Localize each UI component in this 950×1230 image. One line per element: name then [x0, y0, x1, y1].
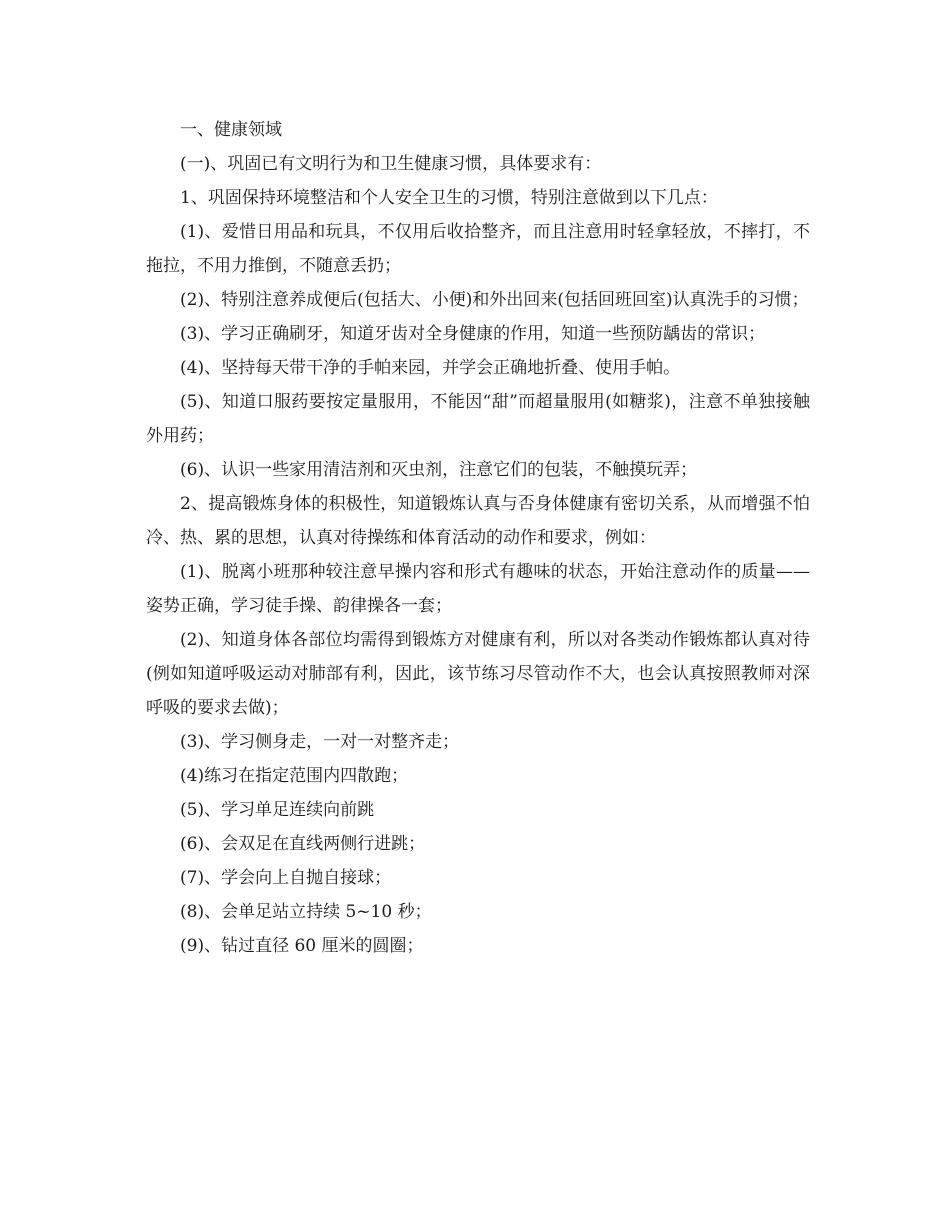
list-item: (5)、知道口服药要按定量服用，不能因“甜”而超量服用(如糖浆)，注意不单独接触外用药；	[146, 392, 810, 446]
list-item: (4)练习在指定范围内四散跑；	[180, 766, 409, 786]
list-item: (7)、学会向上自抛自接球；	[180, 868, 392, 888]
list-item: (4)、坚持每天带干净的手帕来园，并学会正确地折叠、使用手帕。	[180, 358, 681, 378]
list-item: (6)、会双足在直线两侧行进跳；	[180, 834, 426, 854]
list-item: (3)、学习侧身走，一对一对整齐走；	[180, 732, 460, 752]
list-item: (9)、钻过直径 60 厘米的圆圈；	[180, 936, 424, 956]
list-item: (1)、脱离小班那种较注意早操内容和形式有趣味的状态，开始注意动作的质量——姿势正确，学习徒手操、韵律操各一套；	[146, 562, 810, 616]
list-item: (2)、知道身体各部位均需得到锻炼方对健康有利，所以对各类动作锻炼都认真对待(例如知道呼吸运动对肺部有利，因此，该节练习尽管动作不大，也会认真按照教师对深呼吸的要求去做)；	[146, 630, 810, 718]
list-item: (5)、学习单足连续向前跳	[180, 800, 375, 820]
list-item: (2)、特别注意养成便后(包括大、小便)和外出回来(包括回班回室)认真洗手的习惯；	[180, 290, 809, 310]
item-heading-hygiene: 1、巩固保持环境整洁和个人安全卫生的习惯，特别注意做到以下几点：	[180, 188, 718, 208]
list-item: (6)、认识一些家用清洁剂和灭虫剂，注意它们的包装，不触摸玩弄；	[180, 460, 698, 480]
subsection-heading: (一)、巩固已有文明行为和卫生健康习惯，具体要求有：	[180, 154, 602, 174]
list-item: (3)、学习正确刷牙，知道牙齿对全身健康的作用，知道一些预防龋齿的常识；	[180, 324, 766, 344]
list-item: (8)、会单足站立持续 5~10 秒；	[180, 902, 432, 922]
section-heading-health: 一、健康领域	[180, 120, 282, 140]
item-heading-exercise: 2、提高锻炼身体的积极性，知道锻炼认真与否身体健康有密切关系，从而增强不怕冷、热、累的思想，认真对待操练和体育活动的动作和要求，例如：	[146, 494, 810, 548]
document-body	[146, 113, 810, 963]
list-item: (1)、爱惜日用品和玩具，不仅用后收拾整齐，而且注意用时轻拿轻放，不摔打，不拖拉，不用力推倒，不随意丢扔；	[146, 222, 810, 276]
